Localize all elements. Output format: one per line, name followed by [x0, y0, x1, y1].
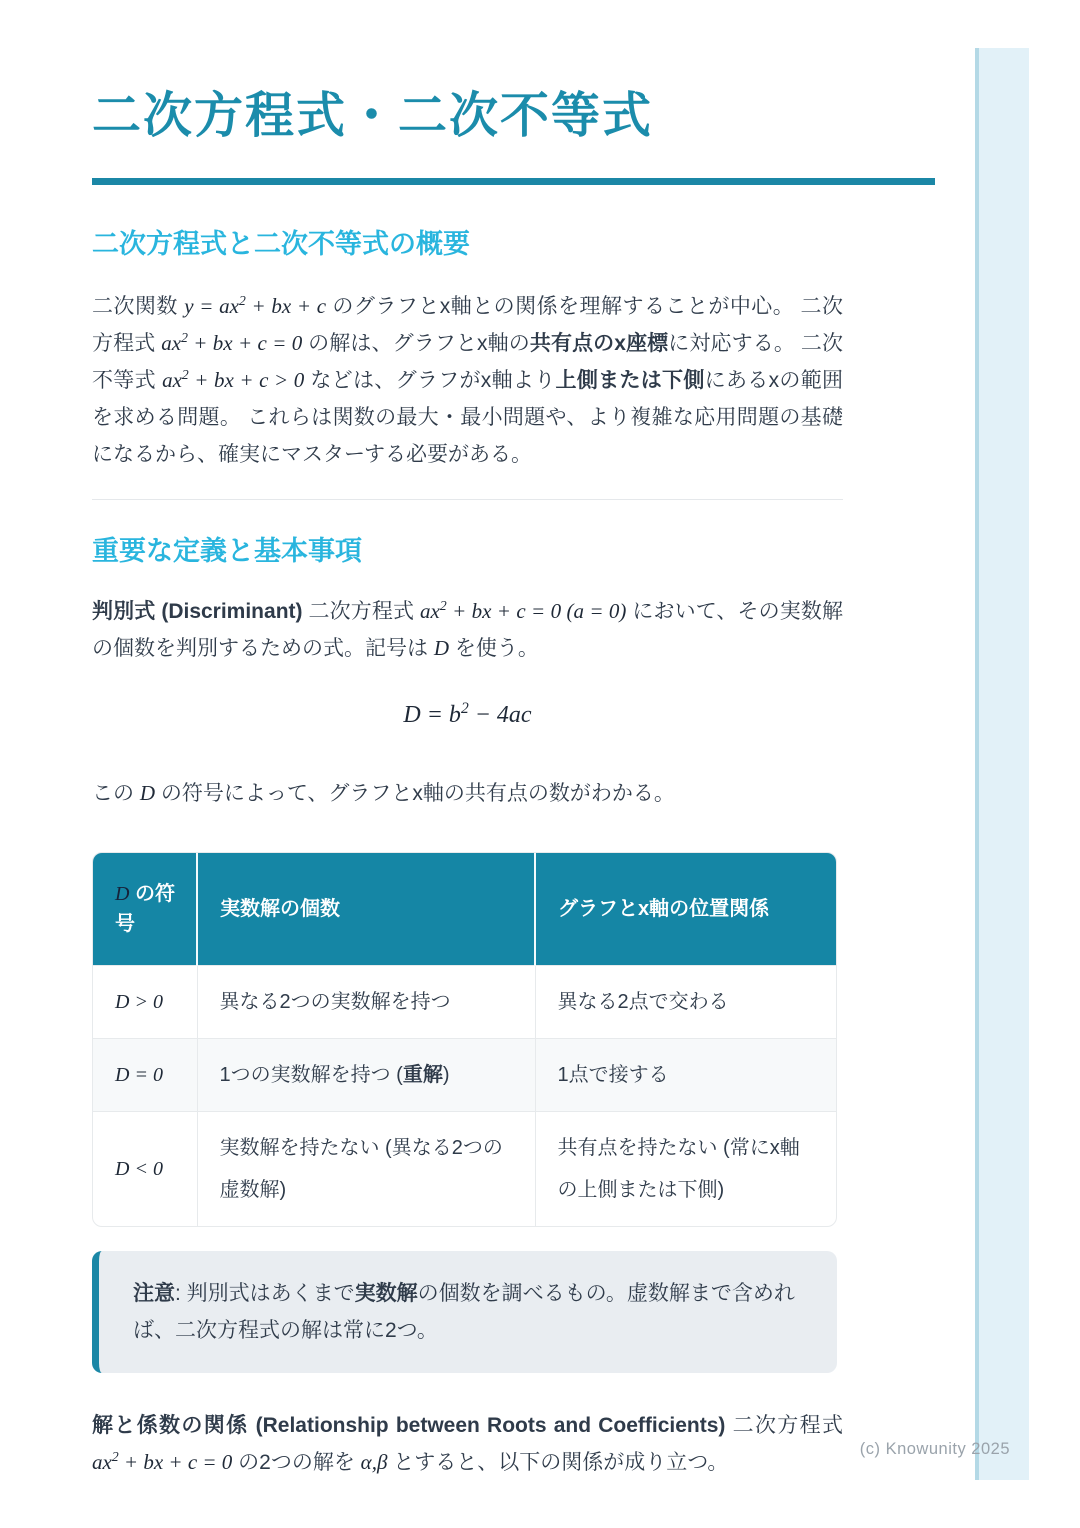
text-run: ) — [442, 1064, 450, 1086]
footer-credit: (c) Knowunity 2025 — [859, 1440, 1010, 1458]
note-callout — [92, 1251, 837, 1373]
text-run: 二次方程式 — [725, 1414, 843, 1437]
table-row — [93, 966, 836, 1039]
math-run: D > 0 — [115, 991, 163, 1013]
text-run: の2つの解を — [232, 1451, 361, 1474]
math-run: α,β — [360, 1450, 388, 1474]
header-cell-graph: グラフとx軸の位置関係 — [535, 853, 836, 966]
exponent: 2 — [439, 598, 447, 613]
header-cell-d-sign — [93, 853, 197, 966]
text-run: において、その実数解の個数を判別するための式。記号は — [92, 600, 844, 660]
text-run: のグラフとx軸との関係を理解することが中心。 二次方程式 — [92, 295, 843, 355]
text-run: の解は、グラフとx軸の — [302, 332, 530, 355]
cell-graph: 1点で接する — [535, 1039, 836, 1112]
exponent: 2 — [181, 367, 189, 382]
overview-paragraph — [92, 288, 843, 473]
math-run: ax — [161, 331, 182, 355]
discriminant-paragraph — [92, 593, 843, 667]
text-run: を使う。 — [449, 637, 539, 660]
math-run: + bx + c — [245, 294, 327, 318]
math-run: + bx + c = 0 — [118, 1450, 233, 1474]
cell-solutions — [197, 1039, 535, 1112]
math-run: − 4ac — [468, 702, 532, 728]
table-header-row — [93, 853, 836, 966]
math-run: D — [115, 883, 130, 905]
scrollbar-track[interactable] — [975, 48, 1029, 1480]
page-title: 二次方程式・二次不等式 — [92, 89, 654, 143]
document-page — [92, 0, 843, 1481]
exponent: 2 — [111, 1449, 119, 1464]
text-run: : 判別式はあくまで — [175, 1282, 355, 1305]
text-run: 二次関数 — [92, 295, 185, 318]
table-row — [93, 1039, 836, 1112]
title-underline — [92, 178, 935, 185]
section-heading-overview: 二次方程式と二次不等式の概要 — [92, 229, 470, 259]
section-heading-definitions: 重要な定義と基本事項 — [92, 536, 362, 566]
cell-d-sign — [93, 1112, 197, 1227]
bold-run: 共有点のx座標 — [529, 332, 669, 355]
exponent: 2 — [238, 293, 246, 308]
math-run: ax — [420, 599, 440, 623]
math-run: + bx + c = 0 (a = 0) — [446, 599, 627, 623]
math-run: y = ax — [184, 294, 239, 318]
cell-graph: 共有点を持たない (常にx軸の上側または下側) — [535, 1112, 836, 1227]
text-run: とすると、以下の関係が成り立つ。 — [387, 1451, 729, 1474]
math-run: + bx + c = 0 — [187, 331, 303, 355]
cell-solutions: 異なる2つの実数解を持つ — [197, 966, 535, 1039]
roots-coefficients-paragraph — [92, 1407, 843, 1481]
math-run: D — [139, 781, 156, 805]
cell-graph: 異なる2点で交わる — [535, 966, 836, 1039]
discriminant-table — [92, 852, 837, 1227]
math-run: + bx + c > 0 — [188, 368, 305, 392]
bold-run: 上側または下側 — [555, 369, 705, 392]
text-run: などは、グラフがx軸より — [304, 369, 556, 392]
math-run: D < 0 — [115, 1158, 163, 1180]
bold-run: 判別式 (Discriminant) — [92, 600, 303, 623]
text-run: に対応する。 二次不等式 — [92, 332, 843, 392]
cell-solutions: 実数解を持たない (異なる2つの虚数解) — [197, 1112, 535, 1227]
text-run: にあるxの範囲を求める問題。 これらは関数の最大・最小問題や、より複雑な応用問題の基礎になるから、確実にマスターする必要がある。 — [92, 369, 844, 466]
text-run: 1つの実数解を持つ ( — [219, 1064, 403, 1086]
math-run: D — [433, 636, 450, 660]
bold-run: 重解 — [402, 1064, 443, 1086]
text-run: の個数を調べるもの。虚数解まで含めれば、二次方程式の解は常に2つ。 — [133, 1282, 795, 1342]
header-cell-solutions: 実数解の個数 — [197, 853, 535, 966]
text-run: この — [92, 782, 140, 805]
math-run: D = 0 — [115, 1064, 163, 1086]
bold-run: 解と係数の関係 (Relationship between Roots and Coefficients) — [92, 1414, 726, 1437]
exponent: 2 — [181, 330, 188, 345]
cell-d-sign — [93, 1039, 197, 1112]
text-run: の符号 — [115, 883, 176, 935]
bold-run: 注意 — [133, 1282, 175, 1305]
exponent: 2 — [460, 700, 469, 717]
cell-d-sign — [93, 966, 197, 1039]
math-run: D = b — [403, 702, 461, 728]
discriminant-formula — [92, 701, 843, 729]
table-row — [93, 1112, 836, 1227]
text-run: 二次方程式 — [302, 600, 421, 623]
sign-paragraph — [92, 775, 843, 812]
bold-run: 実数解 — [354, 1282, 418, 1305]
math-run: ax — [162, 368, 182, 392]
section-divider — [92, 499, 843, 500]
text-run: の符号によって、グラフとx軸の共有点の数がわかる。 — [155, 782, 675, 805]
math-run: ax — [92, 1450, 112, 1474]
